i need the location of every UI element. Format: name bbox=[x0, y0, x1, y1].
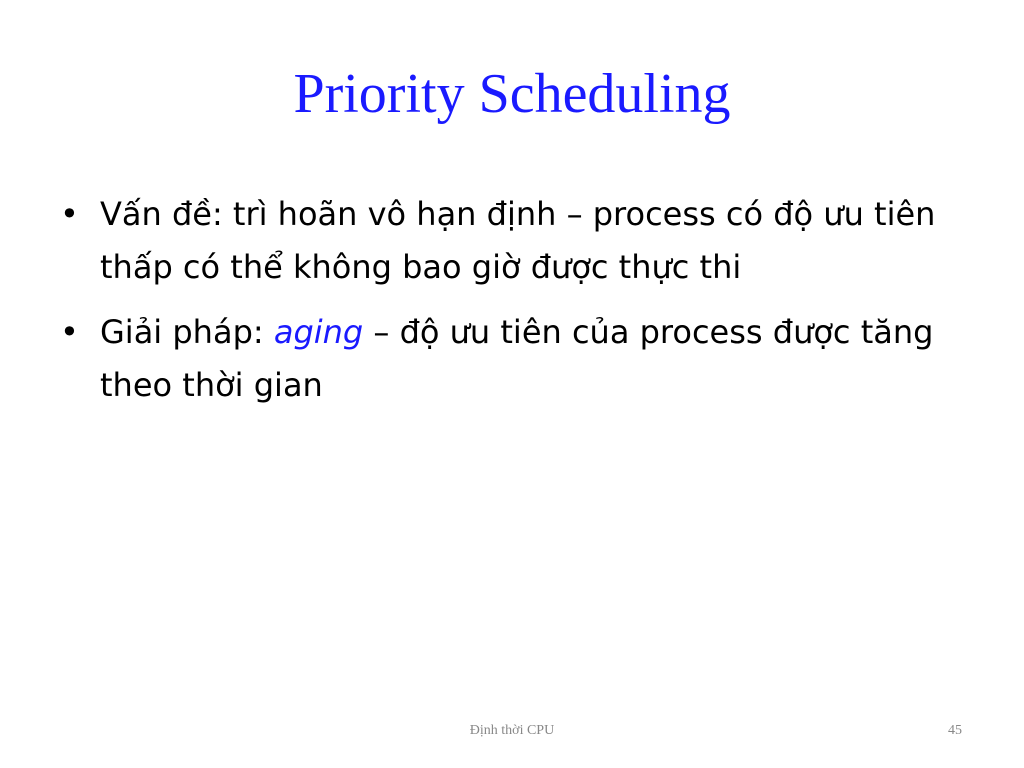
bullet-mark: • bbox=[60, 195, 79, 233]
bullet-item-solution bbox=[60, 306, 960, 412]
bullet-text-solution-suffix: – độ ưu tiên của process được tăng theo thời gian bbox=[100, 313, 934, 404]
bullet-list bbox=[60, 188, 960, 412]
slide-title: Priority Scheduling bbox=[293, 63, 731, 125]
bullet-text-solution-prefix: Giải pháp: bbox=[100, 313, 274, 351]
page-number: 45 bbox=[948, 723, 962, 738]
bullet-text-problem: Vấn đề: trì hoãn vô hạn định – process có độ ưu tiên thấp có thể không bao giờ được thực thi bbox=[100, 195, 936, 286]
footer-text: Định thời CPU bbox=[469, 723, 555, 738]
bullet-item-problem bbox=[60, 188, 960, 294]
slide-content bbox=[60, 188, 960, 424]
bullet-mark: • bbox=[60, 313, 79, 351]
aging-term: aging bbox=[273, 313, 364, 351]
